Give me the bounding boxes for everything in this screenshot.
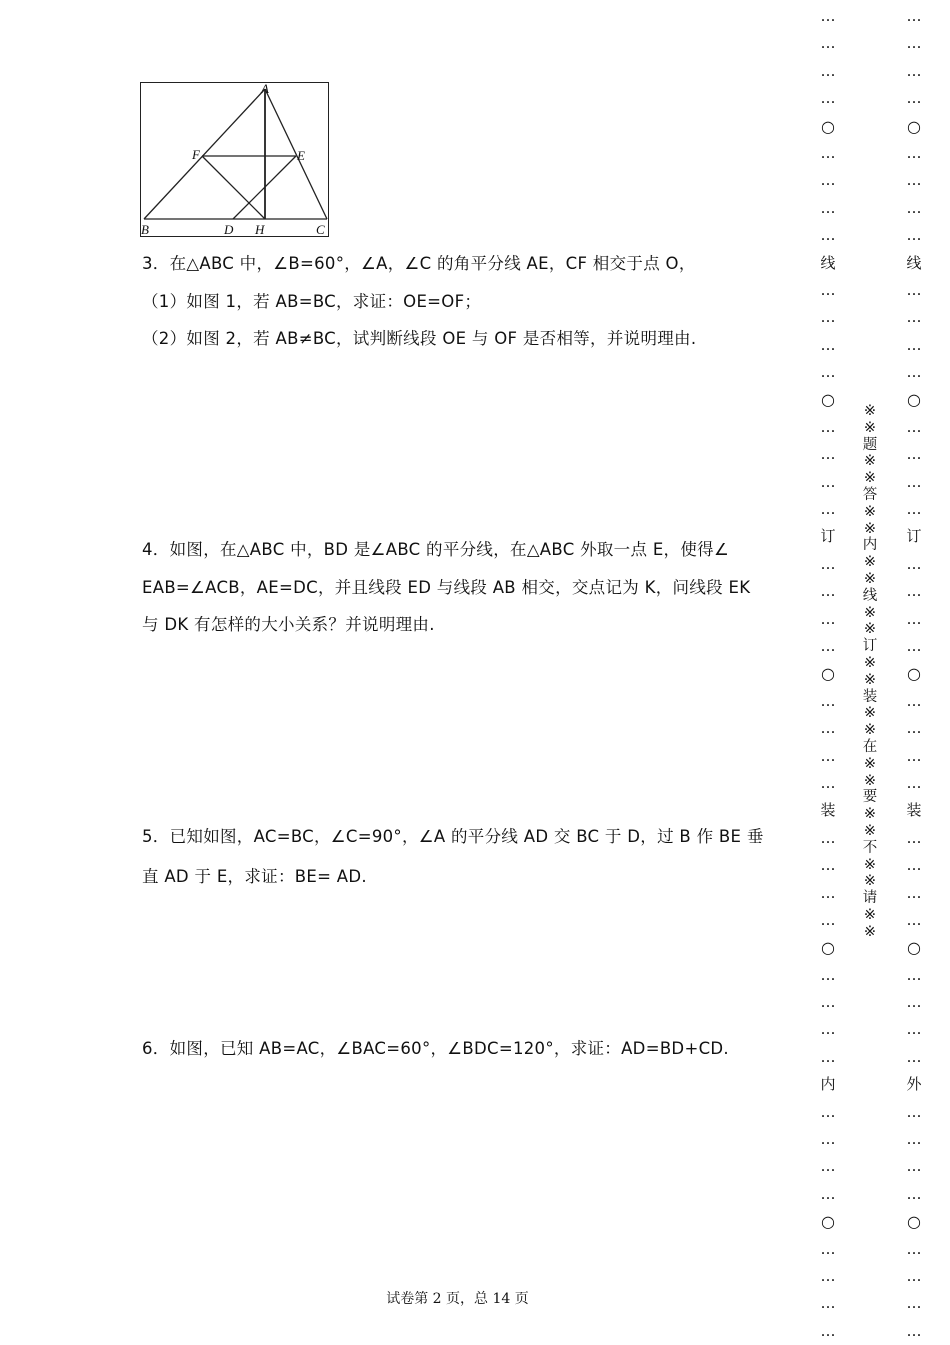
outer-margin-glyph: … bbox=[906, 472, 922, 491]
inner-margin-glyph: … bbox=[820, 1130, 836, 1149]
outer-margin-glyph: … bbox=[906, 636, 922, 655]
outer-margin-glyph: … bbox=[906, 965, 922, 984]
inner-margin-glyph: … bbox=[820, 1321, 836, 1340]
outer-margin-glyph: … bbox=[906, 34, 922, 53]
outer-margin-glyph: … bbox=[906, 554, 922, 573]
inner-margin-glyph: 线 bbox=[820, 253, 836, 272]
inner-margin-glyph: … bbox=[820, 1047, 836, 1066]
outer-margin-glyph: … bbox=[906, 746, 922, 765]
outer-margin-glyph: … bbox=[906, 143, 922, 162]
label-d: D bbox=[224, 222, 234, 237]
inner-margin-glyph: … bbox=[820, 636, 836, 655]
outer-margin-glyph: … bbox=[906, 308, 922, 327]
notice-char: ※ bbox=[863, 604, 877, 621]
notice-char: ※ bbox=[863, 503, 877, 520]
inner-margin-glyph: … bbox=[820, 719, 836, 738]
notice-char: 不 bbox=[862, 839, 878, 856]
inner-margin-glyph: … bbox=[820, 143, 836, 162]
outer-margin-glyph: … bbox=[906, 1102, 922, 1121]
outer-margin-glyph: … bbox=[906, 1321, 922, 1340]
outer-margin-glyph: … bbox=[906, 280, 922, 299]
outer-margin-glyph: 外 bbox=[906, 1075, 922, 1094]
outer-margin-glyph: … bbox=[906, 1294, 922, 1313]
notice-char: ※ bbox=[863, 906, 877, 923]
notice-char: 线 bbox=[862, 587, 878, 604]
inner-margin-glyph: … bbox=[820, 554, 836, 573]
inner-margin-glyph: … bbox=[820, 1294, 836, 1313]
label-b: B bbox=[141, 222, 149, 237]
outer-margin-glyph: … bbox=[906, 1130, 922, 1149]
notice-char: 内 bbox=[862, 537, 878, 554]
notice-char: ※ bbox=[863, 570, 877, 587]
inner-margin-glyph: … bbox=[820, 609, 836, 628]
outer-margin-glyph: … bbox=[906, 856, 922, 875]
inner-margin-glyph: … bbox=[820, 308, 836, 327]
outer-margin-glyph: … bbox=[906, 609, 922, 628]
outer-margin-glyph: … bbox=[906, 417, 922, 436]
page-footer: 试卷第 2 页，总 14 页 bbox=[386, 1291, 529, 1307]
notice-char: ※ bbox=[863, 520, 877, 537]
label-h: H bbox=[255, 222, 265, 237]
outer-margin-glyph: ○ bbox=[907, 1212, 921, 1232]
inner-margin-glyph: … bbox=[820, 1184, 836, 1203]
problem-3-line-3: （2）如图 2，若 AB≠BC，试判断线段 OE 与 OF 是否相等，并说明理由. bbox=[142, 329, 697, 348]
problem-5-line-2: 直 AD 于 E，求证：BE= AD. bbox=[142, 867, 367, 886]
outer-binding-column bbox=[902, 3, 926, 1345]
outer-margin-glyph: … bbox=[906, 335, 922, 354]
outer-margin-glyph: 线 bbox=[906, 253, 922, 272]
outer-margin-glyph: … bbox=[906, 719, 922, 738]
no-answer-zone-notice bbox=[859, 403, 881, 941]
notice-char: ※ bbox=[863, 654, 877, 671]
inner-margin-glyph: … bbox=[820, 965, 836, 984]
notice-char: 装 bbox=[862, 688, 878, 705]
outer-margin-glyph: … bbox=[906, 89, 922, 108]
inner-margin-glyph: … bbox=[820, 883, 836, 902]
notice-char: ※ bbox=[863, 873, 877, 890]
inner-margin-glyph: … bbox=[820, 171, 836, 190]
inner-margin-glyph: … bbox=[820, 500, 836, 519]
inner-margin-glyph: … bbox=[820, 910, 836, 929]
inner-margin-glyph: … bbox=[820, 828, 836, 847]
notice-char: 题 bbox=[862, 436, 878, 453]
notice-char: 在 bbox=[862, 738, 878, 755]
inner-margin-glyph: ○ bbox=[821, 1212, 835, 1232]
outer-margin-glyph: ○ bbox=[907, 390, 921, 410]
inner-margin-glyph: … bbox=[820, 335, 836, 354]
inner-margin-glyph: ○ bbox=[821, 116, 835, 136]
inner-margin-glyph: … bbox=[820, 746, 836, 765]
outer-margin-glyph: ○ bbox=[907, 116, 921, 136]
geometry-figure bbox=[140, 82, 330, 237]
outer-margin-glyph: ○ bbox=[907, 938, 921, 958]
inner-margin-glyph: … bbox=[820, 34, 836, 53]
problem-4-line-2: EAB=∠ACB，AE=DC，并且线段 ED 与线段 AB 相交，交点记为 K，问线段 EK bbox=[142, 578, 751, 597]
segment-fh bbox=[202, 156, 265, 219]
outer-margin-glyph: … bbox=[906, 1266, 922, 1285]
outer-margin-glyph: … bbox=[906, 363, 922, 382]
outer-margin-glyph: … bbox=[906, 1020, 922, 1039]
inner-margin-glyph: … bbox=[820, 472, 836, 491]
problem-5-line-1: 5．已知如图，AC=BC，∠C=90°，∠A 的平分线 AD 交 BC 于 D，过 B 作 BE 垂 bbox=[142, 827, 764, 846]
notice-char: ※ bbox=[863, 856, 877, 873]
outer-margin-glyph: … bbox=[906, 500, 922, 519]
notice-char: ※ bbox=[863, 621, 877, 638]
inner-margin-glyph: … bbox=[820, 198, 836, 217]
inner-margin-glyph: … bbox=[820, 993, 836, 1012]
inner-margin-glyph: … bbox=[820, 582, 836, 601]
inner-margin-glyph: … bbox=[820, 226, 836, 245]
inner-margin-glyph: … bbox=[820, 89, 836, 108]
outer-margin-glyph: … bbox=[906, 171, 922, 190]
notice-char: 请 bbox=[862, 890, 878, 907]
inner-margin-glyph: … bbox=[820, 61, 836, 80]
inner-margin-glyph: … bbox=[820, 691, 836, 710]
inner-margin-glyph: 订 bbox=[820, 527, 836, 546]
label-e: E bbox=[297, 148, 305, 163]
inner-margin-glyph: … bbox=[820, 417, 836, 436]
problem-6-line-1: 6．如图，已知 AB=AC，∠BAC=60°，∠BDC=120°，求证：AD=BD+CD. bbox=[142, 1039, 729, 1058]
inner-margin-glyph: … bbox=[820, 280, 836, 299]
outer-margin-glyph: … bbox=[906, 582, 922, 601]
problem-3-line-2: （1）如图 1，若 AB=BC，求证：OE=OF； bbox=[142, 292, 482, 311]
outer-margin-glyph: … bbox=[906, 691, 922, 710]
outer-margin-glyph: … bbox=[906, 198, 922, 217]
segment-ab bbox=[144, 89, 265, 219]
outer-margin-glyph: … bbox=[906, 1047, 922, 1066]
inner-margin-glyph: … bbox=[820, 773, 836, 792]
notice-char: ※ bbox=[863, 923, 877, 940]
label-a: A bbox=[261, 82, 269, 96]
notice-char: ※ bbox=[863, 554, 877, 571]
outer-margin-glyph: … bbox=[906, 1157, 922, 1176]
outer-margin-glyph: … bbox=[906, 773, 922, 792]
inner-margin-glyph: … bbox=[820, 363, 836, 382]
outer-margin-glyph: … bbox=[906, 445, 922, 464]
notice-char: ※ bbox=[863, 419, 877, 436]
inner-binding-column bbox=[816, 3, 840, 1345]
segment-ac bbox=[265, 89, 327, 219]
outer-margin-glyph: … bbox=[906, 1184, 922, 1203]
outer-margin-glyph: … bbox=[906, 7, 922, 25]
outer-margin-glyph: … bbox=[906, 993, 922, 1012]
inner-margin-glyph: 装 bbox=[820, 801, 836, 820]
notice-char: ※ bbox=[863, 403, 877, 419]
inner-margin-glyph: … bbox=[820, 445, 836, 464]
inner-margin-glyph: 内 bbox=[820, 1075, 836, 1094]
inner-margin-glyph: … bbox=[820, 1020, 836, 1039]
label-c: C bbox=[316, 222, 325, 237]
inner-margin-glyph: … bbox=[820, 856, 836, 875]
inner-margin-glyph: … bbox=[820, 1266, 836, 1285]
notice-char: ※ bbox=[863, 806, 877, 823]
inner-margin-glyph: … bbox=[820, 7, 836, 25]
outer-margin-glyph: … bbox=[906, 828, 922, 847]
notice-char: ※ bbox=[863, 453, 877, 470]
inner-margin-glyph: … bbox=[820, 1157, 836, 1176]
inner-margin-glyph: ○ bbox=[821, 938, 835, 958]
problem-4-line-1: 4．如图，在△ABC 中，BD 是∠ABC 的平分线，在△ABC 外取一点 E，使得∠ bbox=[142, 540, 730, 559]
notice-char: 订 bbox=[862, 638, 878, 655]
inner-margin-glyph: … bbox=[820, 1239, 836, 1258]
outer-margin-glyph: … bbox=[906, 61, 922, 80]
notice-char: ※ bbox=[863, 705, 877, 722]
notice-char: 要 bbox=[862, 789, 878, 806]
notice-char: ※ bbox=[863, 671, 877, 688]
notice-char: ※ bbox=[863, 722, 877, 739]
problem-4-line-3: 与 DK 有怎样的大小关系？并说明理由. bbox=[142, 615, 435, 634]
outer-margin-glyph: … bbox=[906, 883, 922, 902]
inner-margin-glyph: ○ bbox=[821, 664, 835, 684]
inner-margin-glyph: ○ bbox=[821, 390, 835, 410]
notice-char: ※ bbox=[863, 772, 877, 789]
problem-3-line-1: 3．在△ABC 中，∠B=60°，∠A，∠C 的角平分线 AE，CF 相交于点 O， bbox=[142, 254, 696, 273]
notice-char: ※ bbox=[863, 755, 877, 772]
outer-margin-glyph: … bbox=[906, 1239, 922, 1258]
notice-char: ※ bbox=[863, 470, 877, 487]
inner-margin-glyph: … bbox=[820, 1102, 836, 1121]
outer-margin-glyph: 订 bbox=[906, 527, 922, 546]
label-f: F bbox=[192, 147, 200, 162]
outer-margin-glyph: … bbox=[906, 910, 922, 929]
notice-char: ※ bbox=[863, 822, 877, 839]
outer-margin-glyph: … bbox=[906, 226, 922, 245]
outer-margin-glyph: ○ bbox=[907, 664, 921, 684]
notice-char: 答 bbox=[862, 486, 878, 503]
outer-margin-glyph: 装 bbox=[906, 801, 922, 820]
